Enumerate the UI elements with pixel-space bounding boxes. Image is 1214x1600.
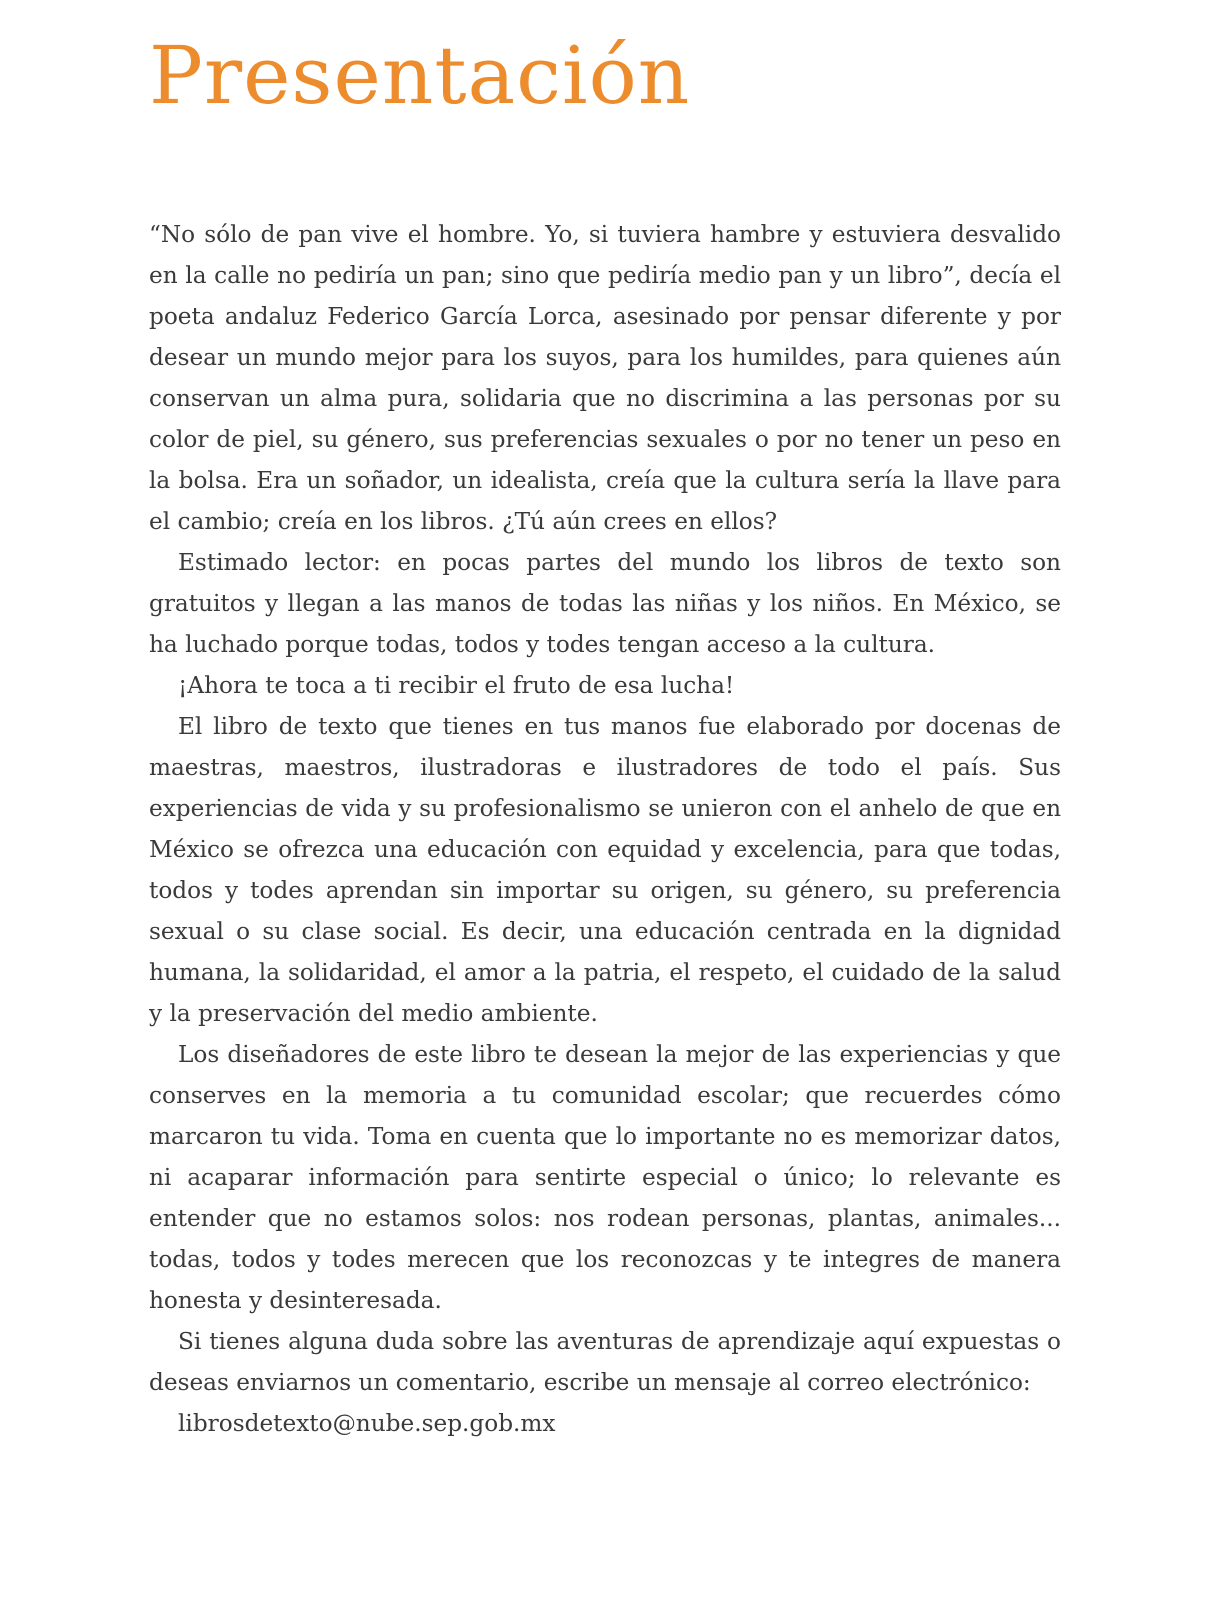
paragraph-estimado-lector: Estimado lector: en pocas partes del mundo los libros de texto son gratuitos y llegan a las manos de todas las niñas y los niños. En México, se ha luchado porque todas, todos y todes tengan acceso a la cultura.: [149, 549, 1061, 658]
paragraph-libro-de-texto: El libro de texto que tienes en tus manos fue elaborado por docenas de maestras, maestros, ilustradoras e ilustradores de todo el país. Sus experiencias de vida y su profesionalismo se unieron con el anhelo de que en México se ofrezca una educación con equidad y excelencia, para que todas, todos y todes aprendan sin importar su origen, su género, su preferencia sexual o su clase social. Es decir, una educación centrada en la dignidad humana, la solidaridad, el amor a la patria, el respeto, el cuidado de la salud y la preservación del medio ambiente.: [149, 713, 1061, 1027]
paragraph-lorca-quote: “No sólo de pan vive el hombre. Yo, si tuviera hambre y estuviera desvalido en la calle no pediría un pan; sino que pediría medio pan y un libro”, decía el poeta andaluz Federico García Lorca, asesinado por pensar diferente y por desear un mundo mejor para los suyos, para los humildes, para quienes aún conservan un alma pura, solidaria que no discrimina a las personas por su color de piel, su género, sus preferencias sexuales o por no tener un peso en la bolsa. Era un soñador, un idealista, creía que la cultura sería la llave para el cambio; creía en los libros. ¿Tú aún crees en ellos?: [149, 221, 1061, 535]
contact-email: librosdetexto@nube.sep.gob.mx: [178, 1410, 556, 1437]
paragraph-contacto: [149, 1321, 1061, 1444]
presentation-body: [149, 214, 1061, 1444]
contact-text: Si tienes alguna duda sobre las aventuras de aprendizaje aquí expuestas o deseas enviarnos un comentario, escribe un mensaje al correo electrónico:: [149, 1328, 1061, 1396]
page-title: Presentación: [149, 29, 691, 122]
paragraph-disenadores: Los diseñadores de este libro te desean la mejor de las experiencias y que conserves en la memoria a tu comunidad escolar; que recuerdes cómo marcaron tu vida. Toma en cuenta que lo importante no es memorizar datos, ni acaparar información para sentirte especial o único; lo relevante es entender que no estamos solos: nos rodean personas, plantas, animales... todas, todos y todes merecen que los reconozcas y te integres de manera honesta y desinteresada.: [149, 1041, 1061, 1314]
paragraph-ahora-te-toca: ¡Ahora te toca a ti recibir el fruto de esa lucha!: [178, 672, 735, 699]
